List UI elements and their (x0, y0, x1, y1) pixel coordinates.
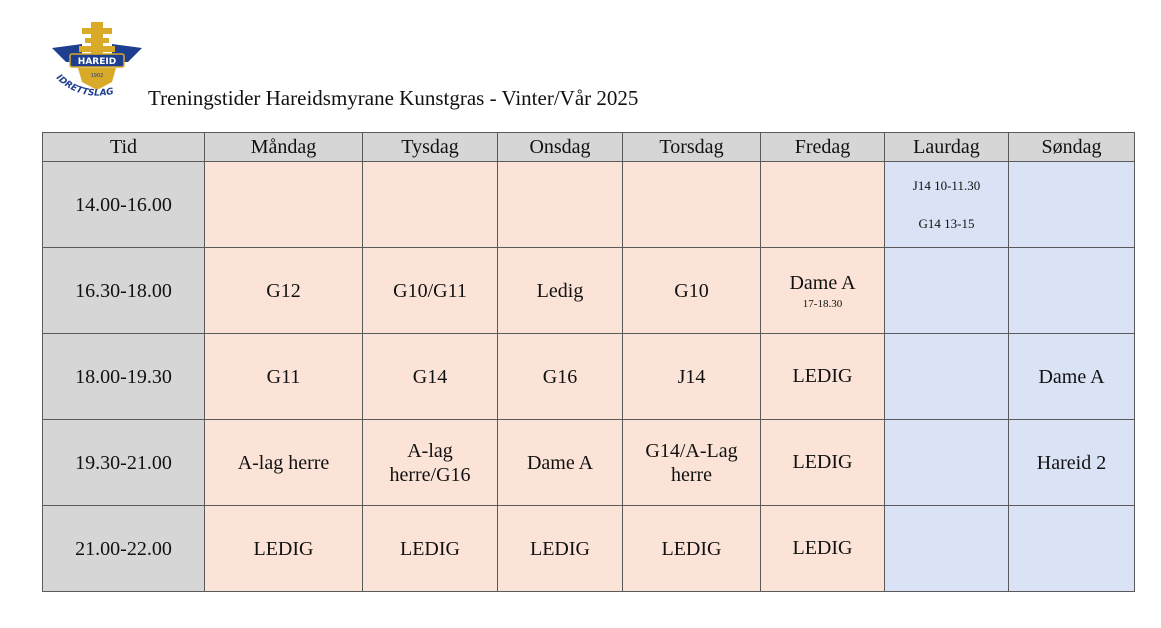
thursday-cell (623, 162, 761, 248)
logo-arc-text: IDRETTSLAG (53, 72, 115, 99)
time-cell: 18.00-19.30 (43, 334, 205, 420)
monday-cell: LEDIG (205, 506, 363, 592)
schedule-table (42, 132, 1135, 592)
header-laurdag: Laurdag (885, 133, 1009, 162)
table-row (43, 506, 1135, 592)
tuesday-cell: A-lag herre/G16 (363, 420, 498, 506)
friday-team: LEDIG (792, 450, 853, 473)
tuesday-cell (363, 162, 498, 248)
saturday-cell (885, 162, 1009, 248)
thursday-cell: LEDIG (623, 506, 761, 592)
friday-cell (761, 420, 885, 506)
wednesday-cell: LEDIG (498, 506, 623, 592)
time-cell: 19.30-21.00 (43, 420, 205, 506)
header-onsdag: Onsdag (498, 133, 623, 162)
club-logo (48, 18, 146, 110)
tuesday-cell: G10/G11 (363, 248, 498, 334)
saturday-cell (885, 334, 1009, 420)
sunday-cell: Dame A (1009, 334, 1135, 420)
header-tysdag: Tysdag (363, 133, 498, 162)
logo-year-text: 1902 (90, 73, 104, 79)
thursday-cell: J14 (623, 334, 761, 420)
friday-team: Dame A (789, 271, 856, 294)
header-fredag: Fredag (761, 133, 885, 162)
wednesday-cell: Ledig (498, 248, 623, 334)
table-row (43, 334, 1135, 420)
time-cell: 21.00-22.00 (43, 506, 205, 592)
saturday-cell (885, 420, 1009, 506)
header-tid: Tid (43, 133, 205, 162)
header-torsdag: Torsdag (623, 133, 761, 162)
sunday-cell (1009, 162, 1135, 248)
friday-cell (761, 248, 885, 334)
monday-cell (205, 162, 363, 248)
table-row (43, 420, 1135, 506)
thursday-cell: G14/A-Lag herre (623, 420, 761, 506)
wednesday-cell (498, 162, 623, 248)
saturday-cell (885, 248, 1009, 334)
thursday-cell: G10 (623, 248, 761, 334)
logo-name-text: HAREID (77, 57, 117, 67)
page-title: Treningstider Hareidsmyrane Kunstgras - Vinter/Vår 2025 (148, 86, 639, 110)
friday-team: LEDIG (792, 364, 853, 387)
monday-cell: G12 (205, 248, 363, 334)
header-mandag: Måndag (205, 133, 363, 162)
tuesday-cell: G14 (363, 334, 498, 420)
time-cell: 16.30-18.00 (43, 248, 205, 334)
saturday-slot: J14 10-11.30 (912, 177, 981, 193)
header-row (43, 133, 1135, 162)
friday-cell (761, 162, 885, 248)
monday-cell: G11 (205, 334, 363, 420)
header-sondag: Søndag (1009, 133, 1135, 162)
friday-team: LEDIG (792, 536, 853, 559)
saturday-cell (885, 506, 1009, 592)
sunday-cell (1009, 506, 1135, 592)
table-row (43, 248, 1135, 334)
friday-cell (761, 506, 885, 592)
sunday-cell (1009, 248, 1135, 334)
monday-cell: A-lag herre (205, 420, 363, 506)
sunday-cell: Hareid 2 (1009, 420, 1135, 506)
time-cell: 14.00-16.00 (43, 162, 205, 248)
friday-note: 17-18.30 (802, 297, 843, 310)
tuesday-cell: LEDIG (363, 506, 498, 592)
wednesday-cell: Dame A (498, 420, 623, 506)
friday-cell (761, 334, 885, 420)
saturday-slot: G14 13-15 (918, 215, 975, 231)
wednesday-cell: G16 (498, 334, 623, 420)
table-row (43, 162, 1135, 248)
